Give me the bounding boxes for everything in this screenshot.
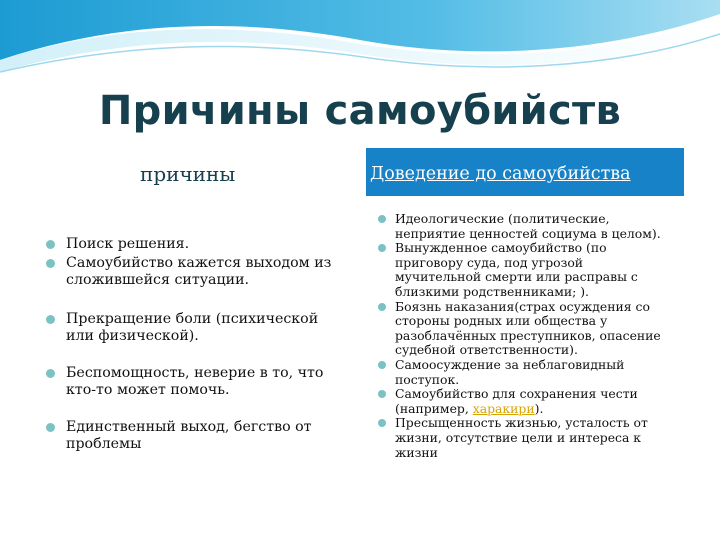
list-item: Самоубийство для сохранения чести (например, харакири). bbox=[378, 387, 672, 416]
slide-title: Причины самоубийств bbox=[98, 88, 622, 134]
bullet-icon bbox=[378, 390, 386, 398]
left-column-header: причины bbox=[140, 162, 236, 186]
bullet-icon bbox=[378, 215, 386, 223]
list-item: Беспомощность, неверие в то, что кто-то может помочь. bbox=[46, 365, 346, 399]
bullet-icon bbox=[378, 244, 386, 252]
incitement-list bbox=[378, 212, 672, 460]
reasons-list bbox=[46, 236, 346, 453]
bullet-icon bbox=[46, 423, 55, 432]
bullet-icon bbox=[378, 303, 386, 311]
list-item: Самоубийство кажется выходом из сложившейся ситуации. bbox=[46, 255, 346, 289]
bullet-icon bbox=[378, 361, 386, 369]
list-item: Единственный выход, бегство от проблемы bbox=[46, 419, 346, 453]
list-item: Прекращение боли (психической или физической). bbox=[46, 311, 346, 345]
bullet-icon bbox=[46, 315, 55, 324]
bullet-icon bbox=[46, 240, 55, 249]
bullet-icon bbox=[46, 369, 55, 378]
bullet-icon bbox=[46, 259, 55, 268]
list-item: Самоосуждение за неблаговидный поступок. bbox=[378, 358, 672, 387]
right-column-header[interactable]: Доведение до самоубийства bbox=[366, 148, 684, 196]
list-item: Вынужденное самоубийство (по приговору суда, под угрозой мучительной смерти или расправы с близкими родственниками; ). bbox=[378, 241, 672, 299]
harakiri-link[interactable]: харакири bbox=[472, 400, 535, 416]
list-item: Идеологические (политические, неприятие ценностей социума в целом). bbox=[378, 212, 672, 241]
bullet-icon bbox=[378, 419, 386, 427]
list-item: Боязнь наказания(страх осуждения со стороны родных или общества у разоблачённых преступников, опасение судебной ответственности). bbox=[378, 300, 672, 358]
list-item: Пресыщенность жизнью, усталость от жизни, отсутствие цели и интереса к жизни bbox=[378, 416, 672, 460]
list-item: Поиск решения. bbox=[46, 236, 346, 253]
